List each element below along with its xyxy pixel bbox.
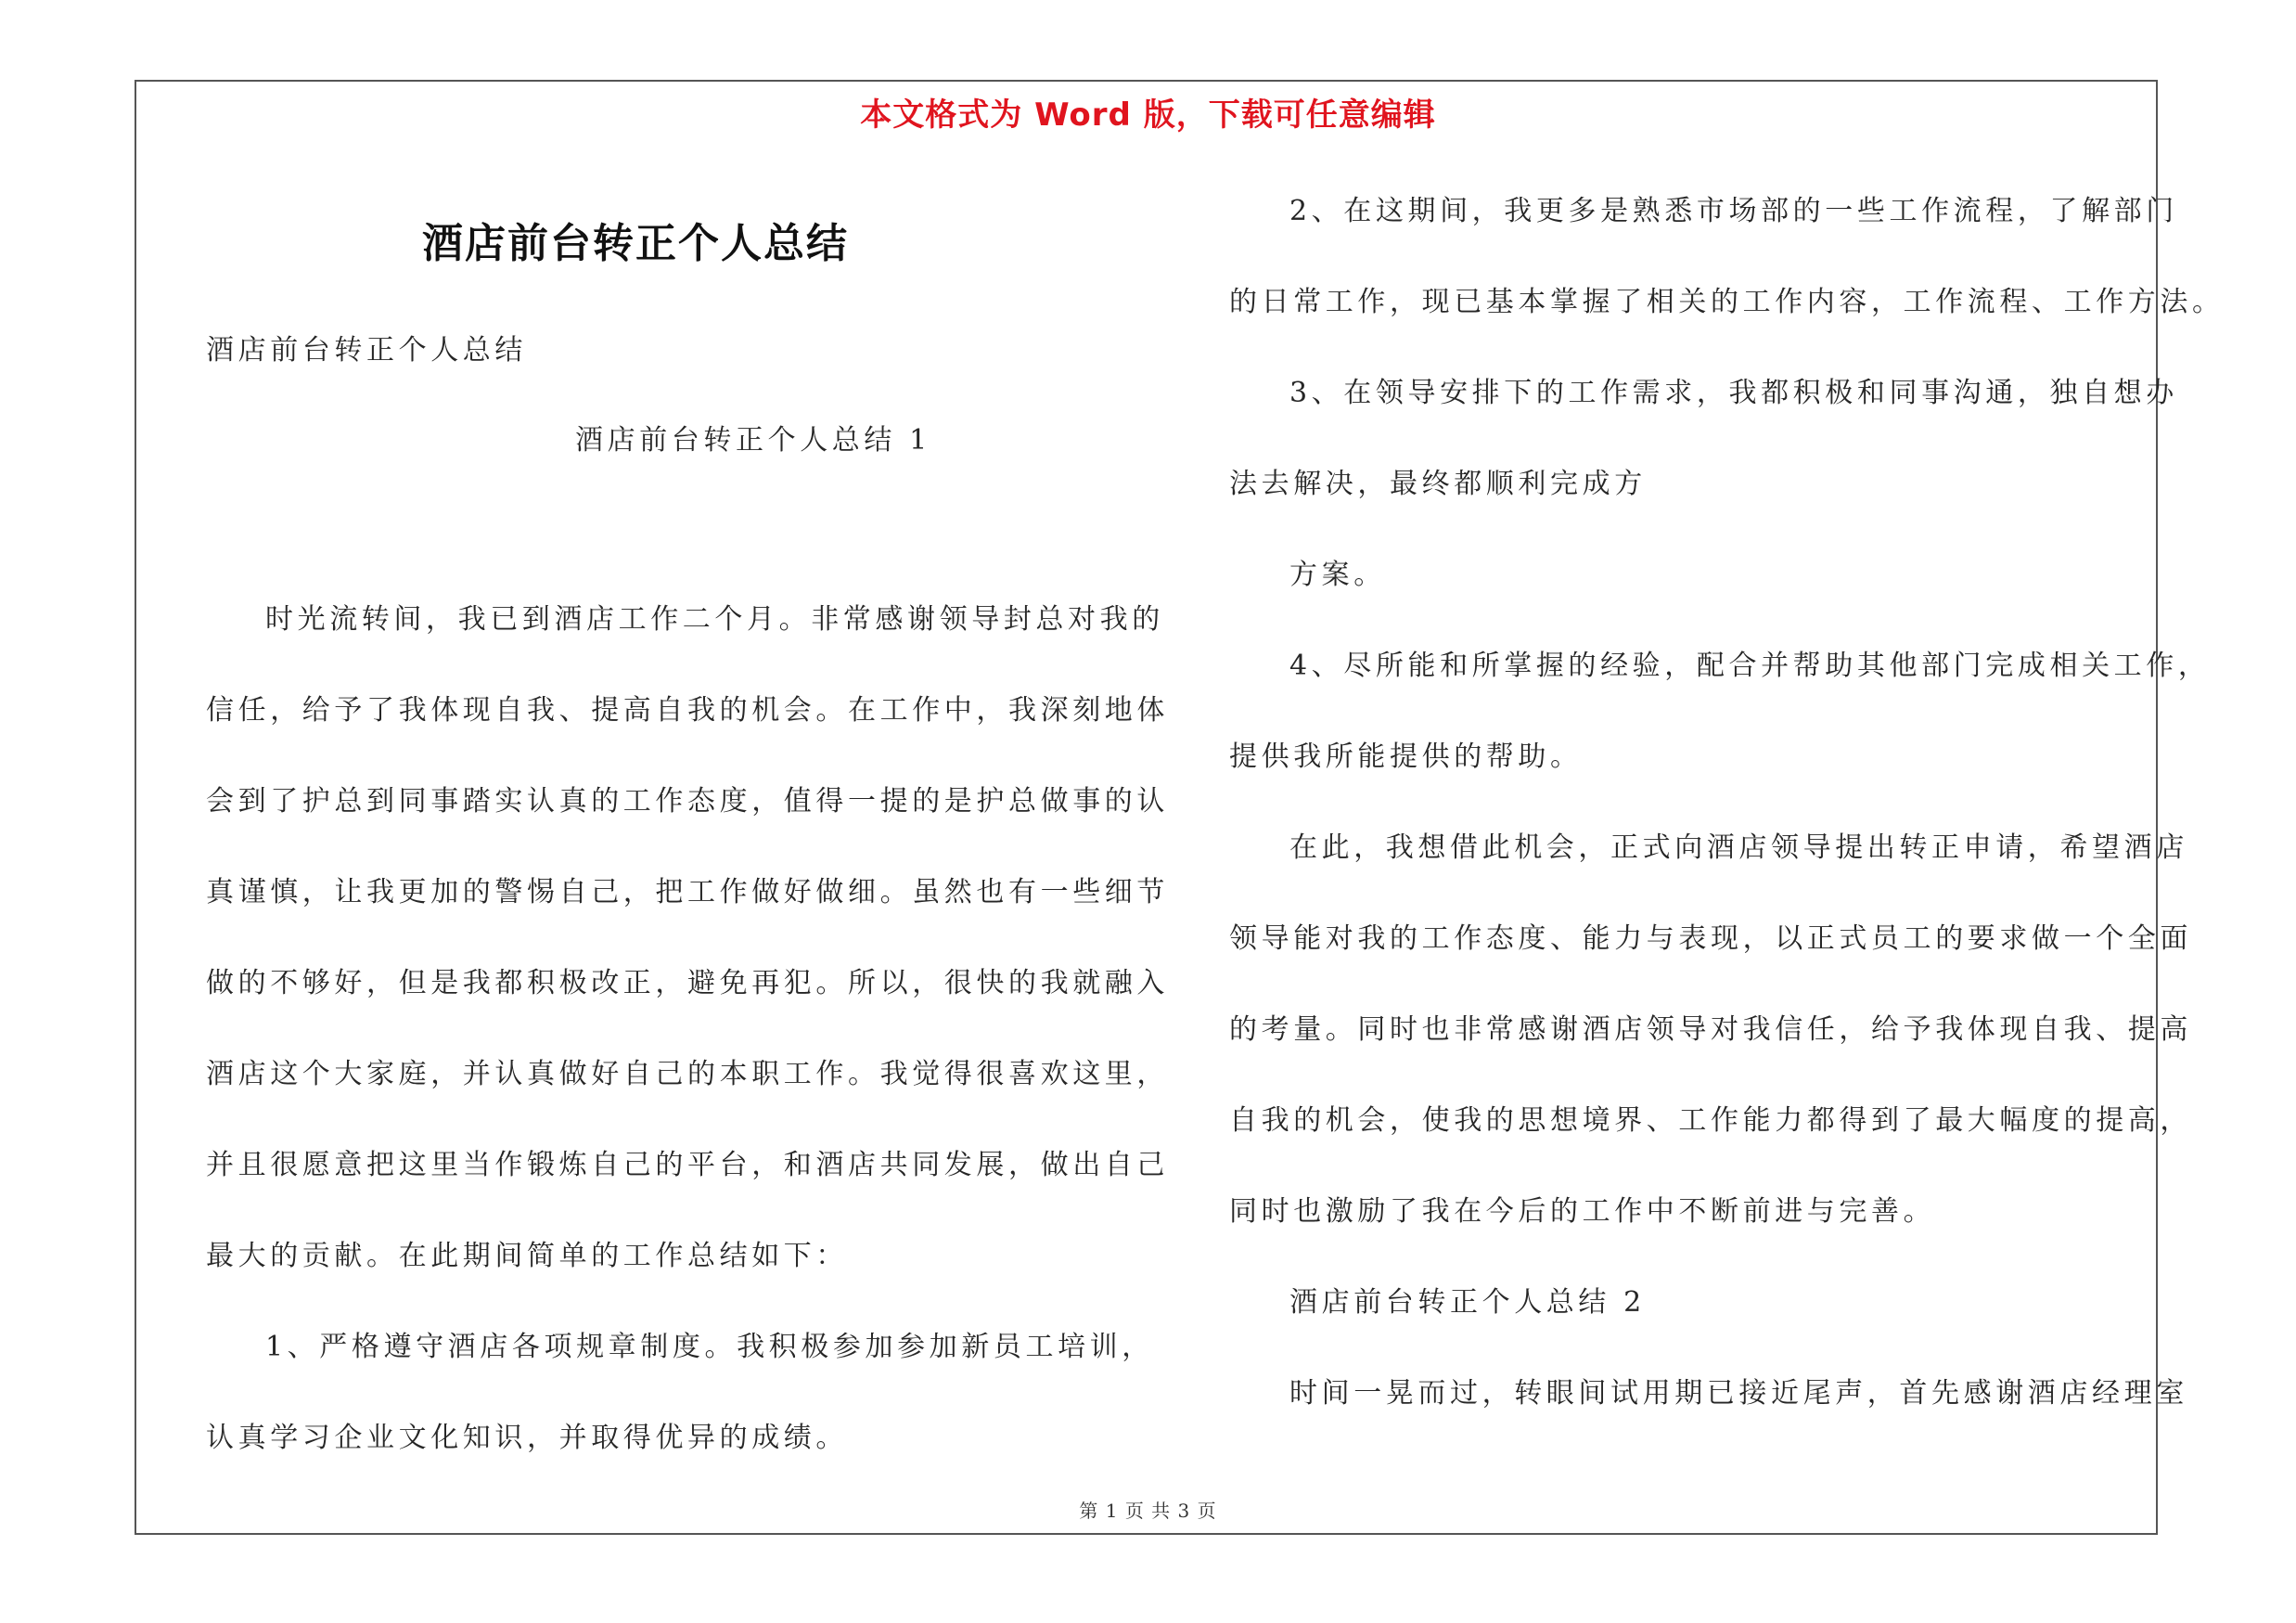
paragraph-line: 同时也激励了我在今后的工作中不断前进与完善。 [1229, 1195, 1936, 1228]
paragraph-line: 时光流转间，我已到酒店工作二个月。非常感谢领导封总对我的 [265, 603, 1164, 636]
paragraph-line: 会到了护总到同事踏实认真的工作态度，值得一提的是护总做事的认 [206, 785, 1169, 818]
paragraph-line: 酒店这个大家庭，并认真做好自己的本职工作。我觉得很喜欢这里， [206, 1058, 1169, 1090]
document-title: 酒店前台转正个人总结 [422, 220, 849, 267]
page-number-footer: 第 1 页 共 3 页 [1079, 1500, 1217, 1522]
paragraph-line: 认真学习企业文化知识，并取得优异的成绩。 [206, 1422, 848, 1454]
paragraph-line: 并且很愿意把这里当作锻炼自己的平台，和酒店共同发展，做出自己 [206, 1149, 1169, 1181]
paragraph-line: 时间一晃而过，转眼间试用期已接近尾声，首先感谢酒店经理室 [1289, 1377, 2188, 1410]
paragraph-line: 领导能对我的工作态度、能力与表现，以正式员工的要求做一个全面 [1229, 922, 2192, 955]
paragraph-line: 方案。 [1289, 559, 1386, 591]
paragraph-line: 的考量。同时也非常感谢酒店领导对我信任，给予我体现自我、提高 [1229, 1013, 2192, 1046]
paragraph-line: 的日常工作，现已基本掌握了相关的工作内容，工作流程、工作方法。 [1229, 286, 2225, 318]
paragraph-line: 做的不够好，但是我都积极改正，避免再犯。所以，很快的我就融入 [206, 967, 1169, 999]
list-item-4: 4、尽所能和所掌握的经验，配合并帮助其他部门完成相关工作， [1289, 650, 2211, 682]
list-item-3: 3、在领导安排下的工作需求，我都积极和同事沟通，独自想办 [1289, 377, 2178, 409]
paragraph-line: 信任，给予了我体现自我、提高自我的机会。在工作中，我深刻地体 [206, 694, 1169, 727]
paragraph-line: 提供我所能提供的帮助。 [1229, 741, 1583, 773]
paragraph-line: 法去解决，最终都顺利完成方 [1229, 468, 1647, 500]
paragraph-line: 在此，我想借此机会，正式向酒店领导提出转正申请，希望酒店 [1289, 831, 2188, 864]
format-banner: 本文格式为 Word 版，下载可任意编辑 [860, 97, 1436, 134]
section-heading-2: 酒店前台转正个人总结 2 [1289, 1286, 1646, 1319]
list-item-2: 2、在这期间，我更多是熟悉市场部的一些工作流程，了解部门 [1289, 195, 2178, 227]
paragraph-line: 自我的机会，使我的思想境界、工作能力都得到了最大幅度的提高， [1229, 1104, 2192, 1137]
list-item-1: 1、严格遵守酒店各项规章制度。我积极参加参加新员工培训， [265, 1331, 1154, 1363]
paragraph-line: 最大的贡献。在此期间简单的工作总结如下： [206, 1240, 848, 1272]
section-heading-1: 酒店前台转正个人总结 1 [575, 424, 931, 457]
paragraph-line: 真谨慎，让我更加的警惕自己，把工作做好做细。虽然也有一些细节 [206, 876, 1169, 908]
left-subtitle: 酒店前台转正个人总结 [206, 334, 527, 367]
